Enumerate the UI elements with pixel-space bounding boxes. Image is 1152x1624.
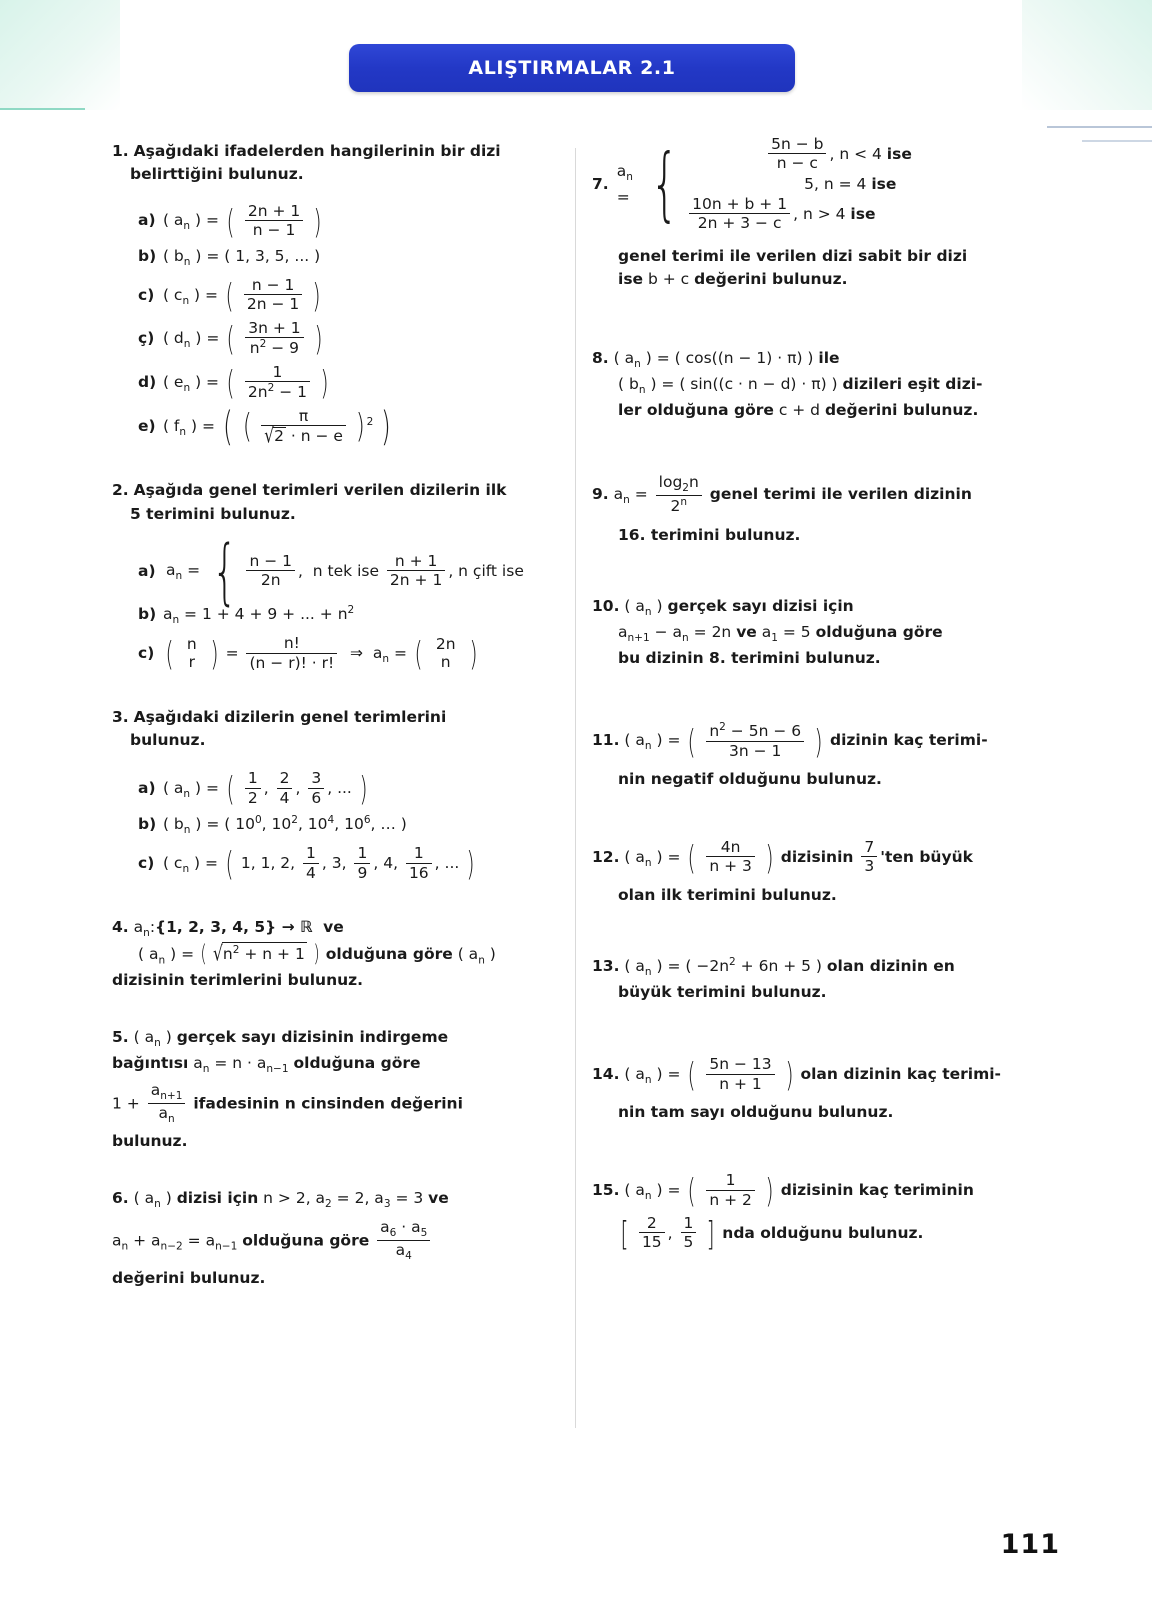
question-10-line-3: bu dizinin 8. terimini bulunuz. — [618, 648, 881, 667]
question-3a-label: a) — [138, 779, 156, 798]
question-9-line-2: 16. terimini bulunuz. — [618, 525, 801, 544]
question-1a — [138, 203, 562, 240]
question-12-line-1: ( $a_n$ ) = ( $\frac{4n}{n + 3}$ ) dizisinin $\frac{7}{3}$ 'ten büyük — [624, 838, 973, 878]
question-7 — [592, 136, 1062, 233]
brace-icon: { — [212, 529, 238, 613]
column-divider — [575, 148, 576, 1428]
question-1d-label: d) — [138, 373, 157, 392]
question-1-text: Aşağıdaki ifadelerden hangilerinin bir dizi belirttiğini bulunuz. — [130, 142, 501, 184]
question-8 — [592, 347, 1062, 422]
question-2 — [112, 479, 562, 526]
question-4 — [112, 916, 562, 992]
question-11-line-2: nin negatif olduğunu bulunuz. — [618, 769, 882, 788]
question-2a-case-1: $\frac{n - 1}{2n}$ , n tek ise — [243, 562, 383, 580]
question-6-line-3: değerini bulunuz. — [112, 1268, 266, 1287]
brace-icon: { — [650, 137, 679, 232]
question-1-number: 1. — [112, 142, 129, 160]
question-4-line-2: ( $a_n$ ) = ( $√n^2 + n + 1$ ) olduğuna göre ( $a_n$ ) — [138, 940, 496, 968]
question-1c-math: ( $c_n$ ) = ( $\frac{n - 1}{2n - 1}$ ) — [162, 276, 321, 316]
question-11 — [592, 722, 1062, 791]
question-5-line-3: 1 + $\frac{a_{n+1}}{a_n}$ ifadesinin n cinsinden değerini — [112, 1080, 463, 1125]
question-3a — [138, 770, 562, 807]
question-2-number: 2. — [112, 481, 129, 500]
question-1e — [138, 403, 562, 451]
question-3c — [138, 845, 562, 882]
question-5-line-4: bulunuz. — [112, 1131, 188, 1150]
question-8-line-3: ler olduğuna göre c + d değerini bulunuz. — [618, 401, 979, 419]
question-9 — [592, 474, 1062, 547]
question-15-line-1: ( $a_n$ ) = ( $\frac{1}{n + 2}$ ) dizisinin kaç teriminin — [624, 1171, 974, 1211]
question-3b-label: b) — [138, 815, 157, 834]
decorative-corner-top-right — [1022, 0, 1152, 110]
question-10 — [592, 595, 1062, 670]
left-column — [112, 140, 562, 1298]
question-2a-lead: $a_n$ = — [166, 560, 201, 582]
question-7-line-2: ise b + c değerini bulunuz. — [618, 269, 848, 288]
question-3-text: Aşağıdaki dizilerin genel terimlerini bulunuz. — [130, 707, 447, 750]
question-1 — [112, 140, 562, 187]
question-11-line-1: ( $a_n$ ) = ( $\frac{n^2 - 5n - 6}{3n - 1}$ ) dizinin kaç terimi- — [624, 720, 988, 761]
decorative-rule-right — [1047, 126, 1152, 128]
right-column — [592, 135, 1062, 1260]
question-5-number: 5. — [112, 1028, 129, 1047]
question-3c-label: c) — [138, 854, 155, 873]
question-8-line-1: ( $a_n$ ) = ( cos((n − 1) · π) ) ile — [613, 349, 840, 371]
question-15-number: 15. — [592, 1181, 620, 1200]
question-15 — [592, 1171, 1062, 1254]
question-14-number: 14. — [592, 1065, 620, 1084]
question-3c-math: ( $c_n$ ) = ( 1, 1, 2, $\frac{1}{4}$ , 3, $\frac{1}{9}$ , 4, $\frac{1}{16}$ , ... ) — [162, 844, 475, 884]
question-10-line-2: $a_{n+1} - a_n = 2n$ ve $a_1 = 5$ olduğuna göre — [618, 622, 943, 644]
question-1cc-label: ç) — [138, 329, 155, 348]
question-2a-case-2: $\frac{n + 1}{2n + 1}$ , n çift ise — [384, 562, 524, 580]
question-2b-math: $a_n = 1 + 4 + 9$ + ... + $n^2$ — [162, 604, 355, 627]
question-8-number: 8. — [592, 349, 609, 368]
question-3a-math: ( $a_n$ ) = ( $\frac{1}{2}$ , $\frac{2}{4}$ , $\frac{3}{6}$ , ... ) — [162, 769, 368, 809]
question-7-cases — [686, 136, 1062, 233]
question-1b-math: ( $b_n$ ) = ( 1, 3, 5, ... ) — [162, 247, 321, 269]
question-6-number: 6. — [112, 1189, 129, 1208]
question-1e-math: ( $f_n$ ) = ( ( $\frac{\pi}{√2 \cdot n - e}$ ) $^2$ ) — [162, 403, 391, 451]
question-13-line-1: ( $a_n$ ) = ( $-2n^2 + 6n + 5$ ) olan dizinin en — [624, 956, 955, 979]
question-7-case-3: $\frac{10n + b + 1}{2n + 3 - c}$ , n > 4 ise — [686, 205, 875, 223]
question-9-number: 9. — [592, 485, 609, 504]
question-3-number: 3. — [112, 707, 129, 726]
question-2-text: Aşağıda genel terimleri verilen dizilerin ilk 5 terimini bulunuz. — [130, 481, 507, 523]
question-6 — [112, 1187, 562, 1290]
question-1e-label: e) — [138, 416, 156, 435]
question-14 — [592, 1056, 1062, 1124]
question-13-number: 13. — [592, 957, 620, 976]
question-2a — [138, 529, 562, 613]
question-14-line-2: nin tam sayı olduğunu bulunuz. — [618, 1103, 894, 1122]
question-1b — [138, 245, 562, 271]
question-3b — [138, 813, 562, 839]
question-8-line-2: ( $b_n$ ) = ( sin((c · n − d) · π) ) dizileri eşit dizi- — [618, 375, 983, 397]
question-11-number: 11. — [592, 731, 620, 750]
question-2c-math: ( n r ) = $\frac{n!}{(n - r)! \cdot r!}$ ⇒ $a_n$ = ( 2n n ) — [165, 634, 478, 674]
question-2c-label: c) — [138, 644, 155, 663]
question-3b-math: ( $b_n$ ) = ( $10^0$, $10^2$, $10^4$, $10^6$, … ) — [162, 814, 407, 837]
question-1c-cedilla — [138, 320, 562, 358]
question-2b — [138, 603, 562, 629]
question-15-line-2: [ $\frac{2}{15}$ , $\frac{1}{5}$ ] nda olduğunu bulunuz. — [620, 1214, 924, 1254]
question-5-line-2: bağıntısı $a_n = n \cdot a_{n-1}$ olduğuna göre — [112, 1054, 421, 1076]
question-13 — [592, 955, 1062, 1004]
decorative-corner-top-left — [0, 0, 120, 110]
question-9-line-1: $a_n$ = $\frac{\log_2n}{2^n}$ genel terimi ile verilen dizinin — [613, 473, 972, 516]
question-2a-label: a) — [138, 561, 156, 580]
question-10-line-1: ( $a_n$ ) gerçek sayı dizisi için — [624, 596, 854, 619]
question-2b-label: b) — [138, 605, 157, 624]
page-number: 111 — [1000, 1529, 1060, 1560]
page-header-banner — [349, 44, 795, 92]
decorative-rule-left — [0, 108, 85, 110]
question-10-number: 10. — [592, 596, 620, 615]
question-7-line-1: genel terimi ile verilen dizi sabit bir dizi — [618, 246, 968, 265]
question-5 — [112, 1026, 562, 1153]
page-title: ALIŞTIRMALAR 2.1 — [468, 57, 676, 79]
question-2c — [138, 635, 562, 672]
question-1c — [138, 277, 562, 314]
question-1d-math: ( $e_n$ ) = ( $\frac{1}{2n^2 - 1}$ ) — [162, 362, 329, 403]
question-5-line-1: ( $a_n$ ) gerçek sayı dizisinin indirgeme — [133, 1028, 449, 1050]
question-4-line-3: dizisinin terimlerini bulunuz. — [112, 970, 364, 989]
question-6-line-1: ( $a_n$ ) dizisi için n > 2, $a_2 = 2$, $a_3 = 3$ ve — [133, 1189, 449, 1211]
question-1c-label: c) — [138, 285, 155, 304]
question-7-case-1: $\frac{5n - b}{n - c}$ , n < 4 ise — [686, 145, 912, 163]
question-4-number: 4. — [112, 917, 129, 936]
question-2a-cases — [243, 553, 523, 590]
question-1a-math: ( $a_n$ ) = ( $\frac{2n + 1}{n - 1}$ ) — [162, 201, 322, 241]
question-1a-label: a) — [138, 211, 156, 230]
question-12-line-2: olan ilk terimini bulunuz. — [618, 885, 837, 904]
question-1cc-math: ( $d_n$ ) = ( $\frac{3n + 1}{n^2 - 9}$ ) — [162, 318, 323, 359]
question-7-case-2: 5, n = 4 ise — [804, 174, 897, 193]
question-1b-label: b) — [138, 247, 157, 266]
question-7-lead: $a_n$ = — [616, 161, 633, 206]
decorative-rule-right-2 — [1082, 140, 1152, 142]
question-13-line-2: büyük terimini bulunuz. — [618, 983, 827, 1002]
question-7-number: 7. — [592, 174, 609, 193]
question-14-line-1: ( $a_n$ ) = ( $\frac{5n - 13}{n + 1}$ ) olan dizinin kaç terimi- — [624, 1055, 1001, 1095]
question-3 — [112, 706, 562, 753]
question-12-number: 12. — [592, 847, 620, 866]
question-6-line-2: $a_n + a_{n-2} = a_{n-1}$ olduğuna göre $\frac{a_6 \cdot a_5}{a_4}$ — [112, 1219, 562, 1263]
question-1d — [138, 364, 562, 402]
question-4-line-1: $a_n:\{1$, 2, 3, 4, 5} → ℝ ve — [133, 917, 344, 940]
question-12 — [592, 839, 1062, 907]
